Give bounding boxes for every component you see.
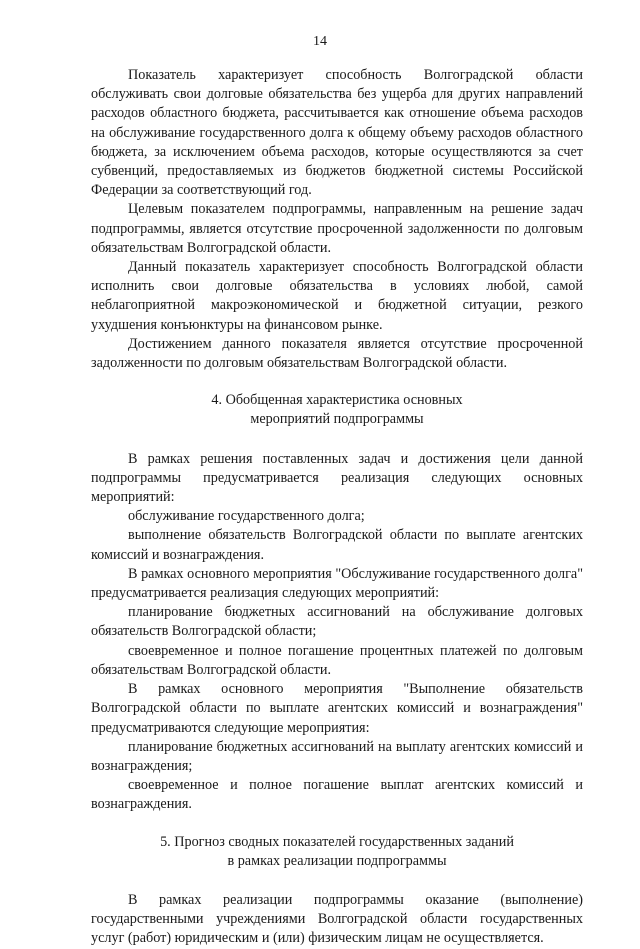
list-item: своевременное и полное погашение выплат агентских комиссий и вознаграждения. [91, 777, 583, 813]
paragraph: В рамках основного мероприятия "Обслуживание государственного долга" предусматривается реализация следующих мероприятий: [91, 565, 583, 602]
paragraph: В рамках реализации подпрограммы оказание (выполнение) государственными учреждениями Волгоградской области государственных услуг (работ) юридическим и (или) физическим лицам не осуществляется. [91, 891, 583, 947]
section-4-heading-line-2: мероприятий подпрограммы [250, 411, 424, 428]
section-4-heading [91, 391, 583, 429]
paragraph: Данный показатель характеризует способность Волгоградской области исполнить свои долговые обязательства в условиях любой, самой неблагоприятной макроэкономической и бюджетной ситуации, резкого ухудшения конъюнктуры на финансовом рынке. [91, 259, 583, 333]
section-5-heading [91, 833, 583, 871]
list-item: выполнение обязательств Волгоградской области по выплате агентских комиссий и вознаграждения. [91, 527, 583, 563]
paragraph: Достижением данного показателя является отсутствие просроченной задолженности по долговым обязательствам Волгоградской области. [91, 335, 583, 372]
paragraph: В рамках основного мероприятия "Выполнение обязательств Волгоградской области по выплате агентских комиссий и вознаграждения" предусматриваются следующие мероприятия: [91, 681, 583, 736]
section-4-heading-line-1: 4. Обобщенная характеристика основных [211, 392, 463, 409]
spacer [91, 815, 583, 833]
section-5-heading-line-1: 5. Прогноз сводных показателей государственных заданий [160, 833, 514, 850]
list-item: обслуживание государственного долга; [128, 508, 365, 525]
paragraph: В рамках решения поставленных задач и достижения цели данной подпрограммы предусматривается реализация следующих основных мероприятий: [91, 450, 583, 506]
paragraph: Целевым показателем подпрограммы, направленным на решение задач подпрограммы, является отсутствие просроченной задолженности по долговым обязательствам Волгоградской области. [91, 201, 583, 256]
page-number: 14 [313, 34, 327, 49]
paragraph: Показатель характеризует способность Волгоградской области обслуживать свои долговые обязательства без ущерба для других направлений расходов областного бюджета, рассчитывается как отношение объема расходов на обслуживание государственного долга к общему объему расходов областного бюджета, за исключением объема расходов, которые осуществляются за счет субвенций, предоставляемых из бюджетов бюджетной системы Российской Федерации за соответствующий год. [91, 67, 583, 199]
list-item: планирование бюджетных ассигнований на выплату агентских комиссий и вознаграждения; [91, 738, 583, 774]
document-body [91, 66, 583, 949]
section-5-heading-line-2: в рамках реализации подпрограммы [227, 852, 447, 869]
spacer [91, 373, 583, 391]
list-item: планирование бюджетных ассигнований на обслуживание долговых обязательств Волгоградской области; [91, 604, 583, 640]
spacer [91, 430, 583, 450]
list-item: своевременное и полное погашение процентных платежей по долговым обязательствам Волгоградской области. [91, 642, 583, 678]
spacer [91, 871, 583, 891]
